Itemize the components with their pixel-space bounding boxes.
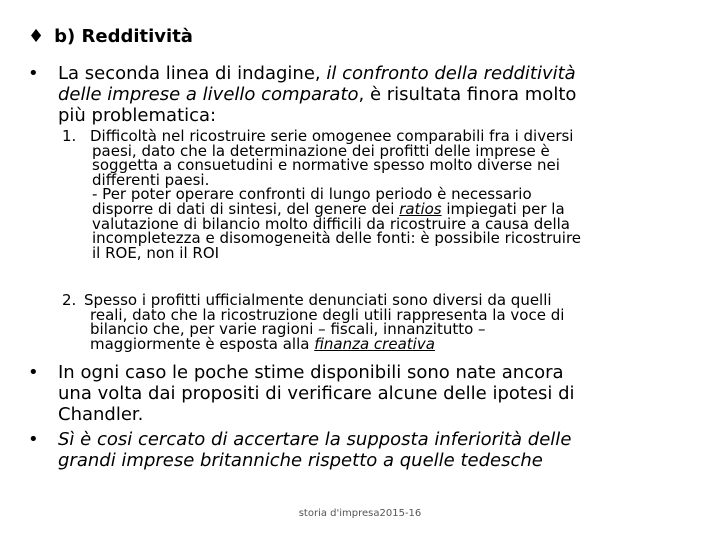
bullet-icon: •: [28, 429, 39, 450]
diamond-icon: ♦: [28, 26, 45, 47]
text-line: delle imprese a livello comparato, è risultata finora molto: [58, 84, 577, 105]
text-line: La seconda linea di indagine, il confronto della redditività: [58, 63, 576, 84]
bullet-icon: •: [28, 362, 39, 383]
text-line: - Per poter operare confronti di lungo periodo è necessario: [92, 185, 532, 204]
slide-title-text: b) Redditività: [54, 26, 193, 47]
text-line: valutazione di bilancio molto difficili da ricostruire a causa della: [92, 214, 570, 233]
text-line: differenti paesi.: [92, 170, 210, 189]
bullet-text: [58, 362, 648, 425]
item-number: 2.: [62, 291, 77, 309]
slide-title: [28, 26, 193, 47]
text-line: Spesso i profitti ufficialmente denunciati sono diversi da quelli: [84, 291, 552, 309]
slide-footer: storia d'impresa2015-16: [298, 508, 422, 519]
finanza-creativa-term: finanza creativa: [314, 334, 435, 353]
item-text: [84, 293, 624, 351]
ratios-term: ratios: [399, 199, 442, 218]
text-line: il ROE, non il ROI: [92, 243, 220, 262]
bullet-icon: •: [28, 63, 39, 84]
item-number: 1.: [62, 127, 77, 145]
text-line: paesi, dato che la determinazione dei profitti delle imprese è: [92, 141, 550, 160]
text-line: maggiormente è esposta alla finanza creativa: [90, 334, 435, 353]
text-line: disporre di dati di sintesi, del genere dei ratios impiegati per la: [92, 199, 565, 218]
bullet-text: [58, 63, 648, 126]
text-line: Sì è cosi cercato di accertare la supposta inferiorità delle: [58, 429, 572, 450]
text-line: Difficoltà nel ricostruire serie omogenee comparabili fra i diversi: [90, 127, 574, 145]
text-line: grandi imprese britanniche rispetto a quelle tedesche: [58, 450, 543, 471]
text-line: bilancio che, per varie ragioni – fiscali, innanzitutto –: [90, 320, 486, 339]
text-line: incompletezza e disomogeneità delle fonti: è possibile ricostruire: [92, 229, 582, 248]
text-line: In ogni caso le poche stime disponibili sono nate ancora: [58, 362, 564, 383]
bullet-text: [58, 429, 648, 471]
text-line: soggetta a consuetudini e normative spesso molto diverse nei: [92, 156, 560, 175]
text-line: Chandler.: [58, 404, 144, 425]
text-line: reali, dato che la ricostruzione degli utili rappresenta la voce di: [90, 305, 565, 324]
text-line: più problematica:: [58, 105, 217, 126]
item-text: [90, 129, 630, 260]
text-line: una volta dai propositi di verificare alcune delle ipotesi di: [58, 383, 575, 404]
